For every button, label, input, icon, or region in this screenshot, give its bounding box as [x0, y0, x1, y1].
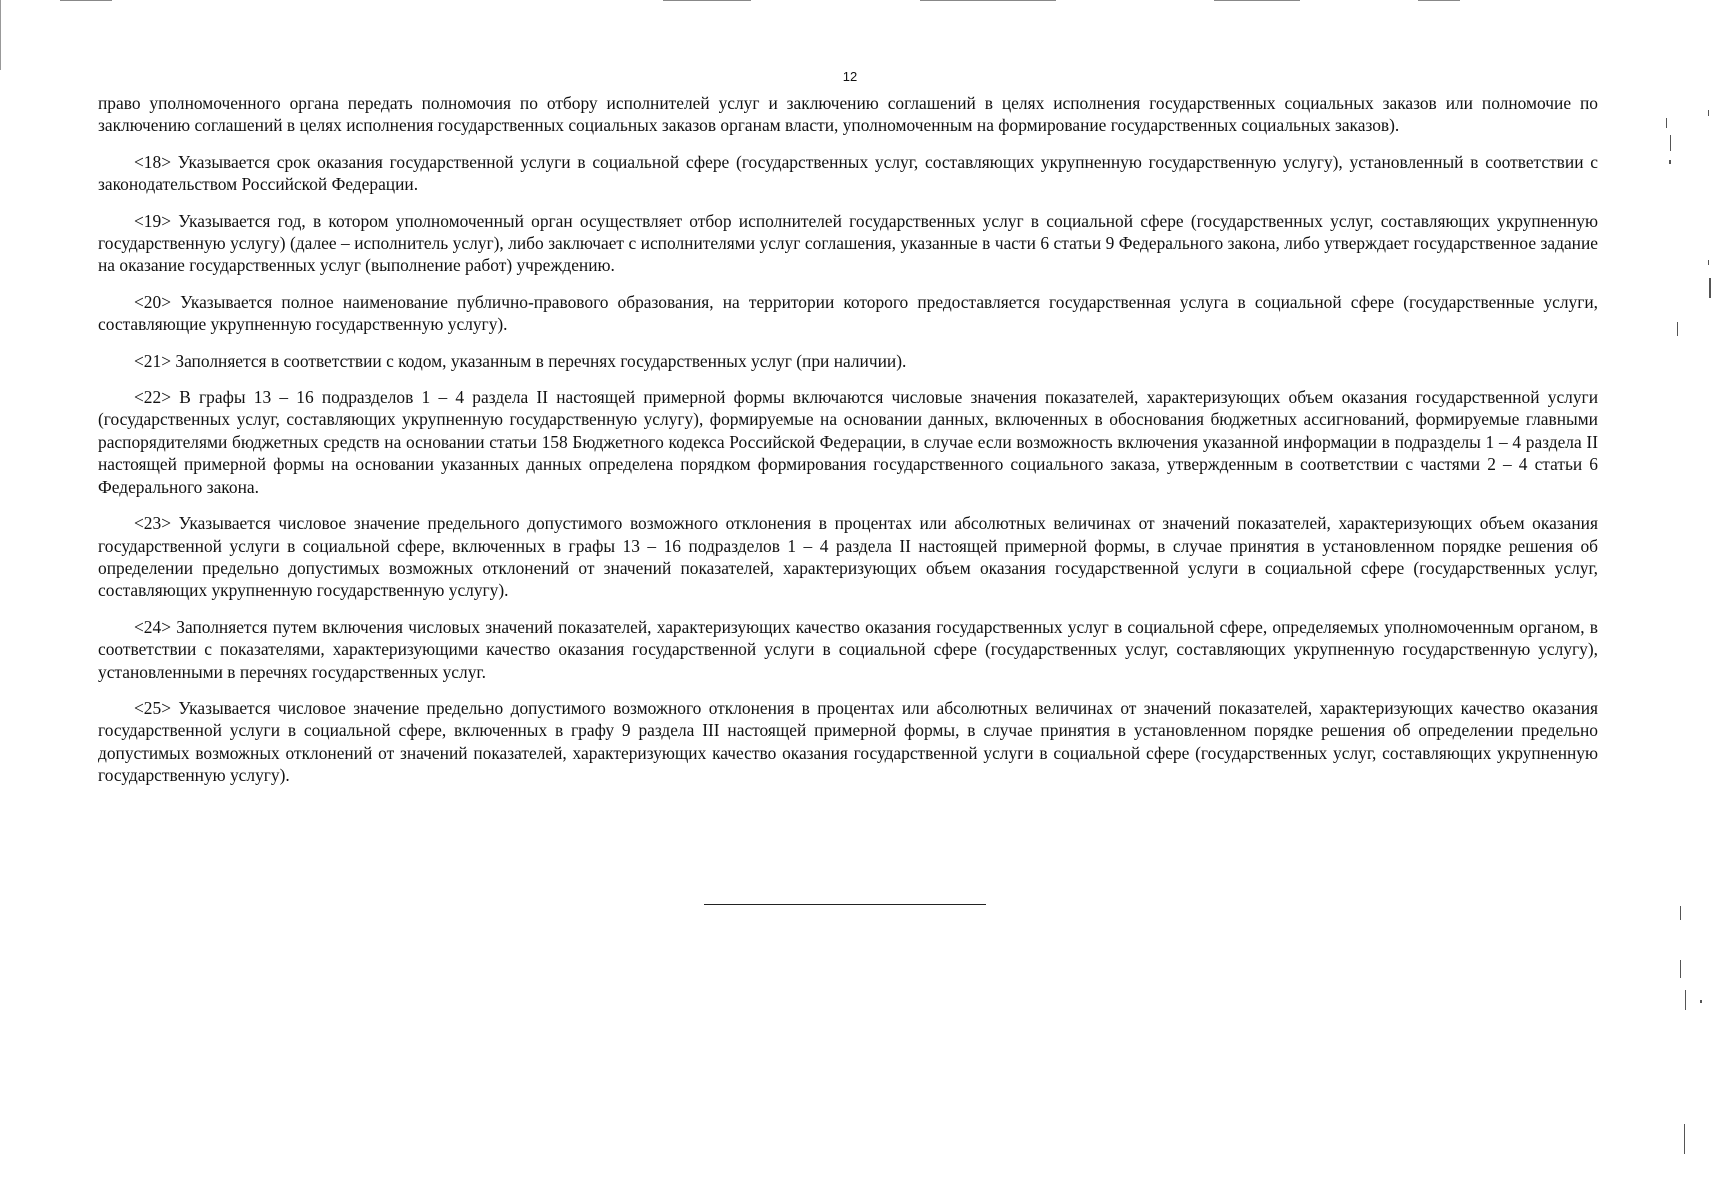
scan-artifact-speck	[1669, 160, 1671, 164]
scan-artifact-line	[920, 0, 1056, 1]
scan-artifact-speck	[1677, 322, 1678, 336]
scan-artifact-speck	[1700, 1000, 1702, 1003]
footnote-continuation: право уполномоченного органа передать полномочия по отбору исполнителей услуг и заключению соглашений в целях исполнения государственных социальных заказов или полномочие по заключению соглашений в целях исполнения государственных социальных заказов органам власти, уполномоченным на формирование государственных социальных заказов).	[98, 93, 1598, 136]
scan-artifact-speck	[1684, 1124, 1685, 1154]
page-number: 12	[842, 69, 858, 84]
scan-artifact-speck	[1680, 960, 1681, 978]
scan-artifact-speck	[1666, 118, 1667, 128]
scan-artifact-speck	[1708, 260, 1709, 265]
end-of-document-rule	[704, 904, 986, 905]
footnote-24: <24> Заполняется путем включения числовых значений показателей, характеризующих качество оказания государственных услуг в социальной сфере, определяемых уполномоченным органом, в соответствии с показателями, характеризующими качество оказания государственной услуги в социальной сфере (государственных услуг, составляющих укрупненную государственную услугу), установленными в перечнях государственных услуг.	[98, 616, 1598, 682]
footnote-20: <20> Указывается полное наименование публично-правового образования, на территории которого предоставляется государственная услуга в социальной сфере (государственные услуги, составляющие укрупненную государственную услугу).	[98, 291, 1598, 335]
footnote-21: <21> Заполняется в соответствии с кодом, указанным в перечнях государственных услуг (при наличии).	[134, 350, 907, 371]
scan-artifact-line	[1214, 0, 1300, 1]
scan-artifact-speck	[1709, 278, 1711, 298]
scan-artifact-line	[60, 0, 112, 1]
footnotes-body	[98, 92, 1598, 801]
footnote-22: <22> В графы 13 – 16 подразделов 1 – 4 раздела II настоящей примерной формы включаются числовые значения показателей, характеризующих объем оказания государственной услуги (государственных услуг, составляющих укрупненную государственную услугу), формируемые на основании данных, включенных в обоснования бюджетных ассигнований, формируемые главными распорядителями бюджетных средств на основании статьи 158 Бюджетного кодекса Российской Федерации, в случае если возможность включения указанной информации в подразделы 1 – 4 раздела II настоящей примерной формы на основании указанных данных определена порядком формирования государственного социального заказа, утвержденным в соответствии с частями 2 – 4 статьи 6 Федерального закона.	[98, 387, 1598, 497]
scan-artifact-speck	[1680, 906, 1681, 920]
footnote-25: <25> Указывается числовое значение предельно допустимого возможного отклонения в процентах или абсолютных величинах от значений показателей, характеризующих качество оказания государственной услуги в социальной сфере, включенных в графу 9 раздела III настоящей примерной формы, в случае принятия в установленном порядке решения об определении предельно допустимых возможных отклонений от значений показателей, характеризующих качество оказания государственной услуги в социальной сфере (государственных услуг, составляющих укрупненную государственную услугу).	[98, 697, 1598, 786]
scan-artifact-line	[1418, 0, 1460, 1]
scan-artifact-line	[663, 0, 751, 1]
footnote-18: <18> Указывается срок оказания государственной услуги в социальной сфере (государственных услуг, составляющих укрупненную государственную услугу), установленный в соответствии с законодательством Российской Федерации.	[98, 151, 1598, 195]
footnote-19: <19> Указывается год, в котором уполномоченный орган осуществляет отбор исполнителей государственных услуг в социальной сфере (государственных услуг, составляющих укрупненную государственную услугу) (далее – исполнитель услуг), либо заключает с исполнителями услуг соглашения, указанные в части 6 статьи 9 Федерального закона, либо утверждает государственное задание на оказание государственных услуг (выполнение работ) учреждению.	[98, 210, 1598, 276]
scan-artifact-speck	[1708, 110, 1709, 116]
footnote-23: <23> Указывается числовое значение предельного допустимого возможного отклонения в процентах или абсолютных величинах от значений показателей, характеризующих объем оказания государственной услуги в социальной сфере, включенных в графы 13 – 16 подразделов 1 – 4 раздела II настоящей примерной формы, в случае принятия в установленном порядке решения об определении предельно допустимых возможных отклонений от значений показателей, характеризующих объем оказания государственной услуги в социальной сфере (государственных услуг, составляющих укрупненную государственную услугу).	[98, 513, 1598, 601]
scan-artifact-edge	[0, 0, 1, 70]
scan-artifact-speck	[1685, 990, 1686, 1010]
scan-artifact-speck	[1670, 135, 1671, 151]
